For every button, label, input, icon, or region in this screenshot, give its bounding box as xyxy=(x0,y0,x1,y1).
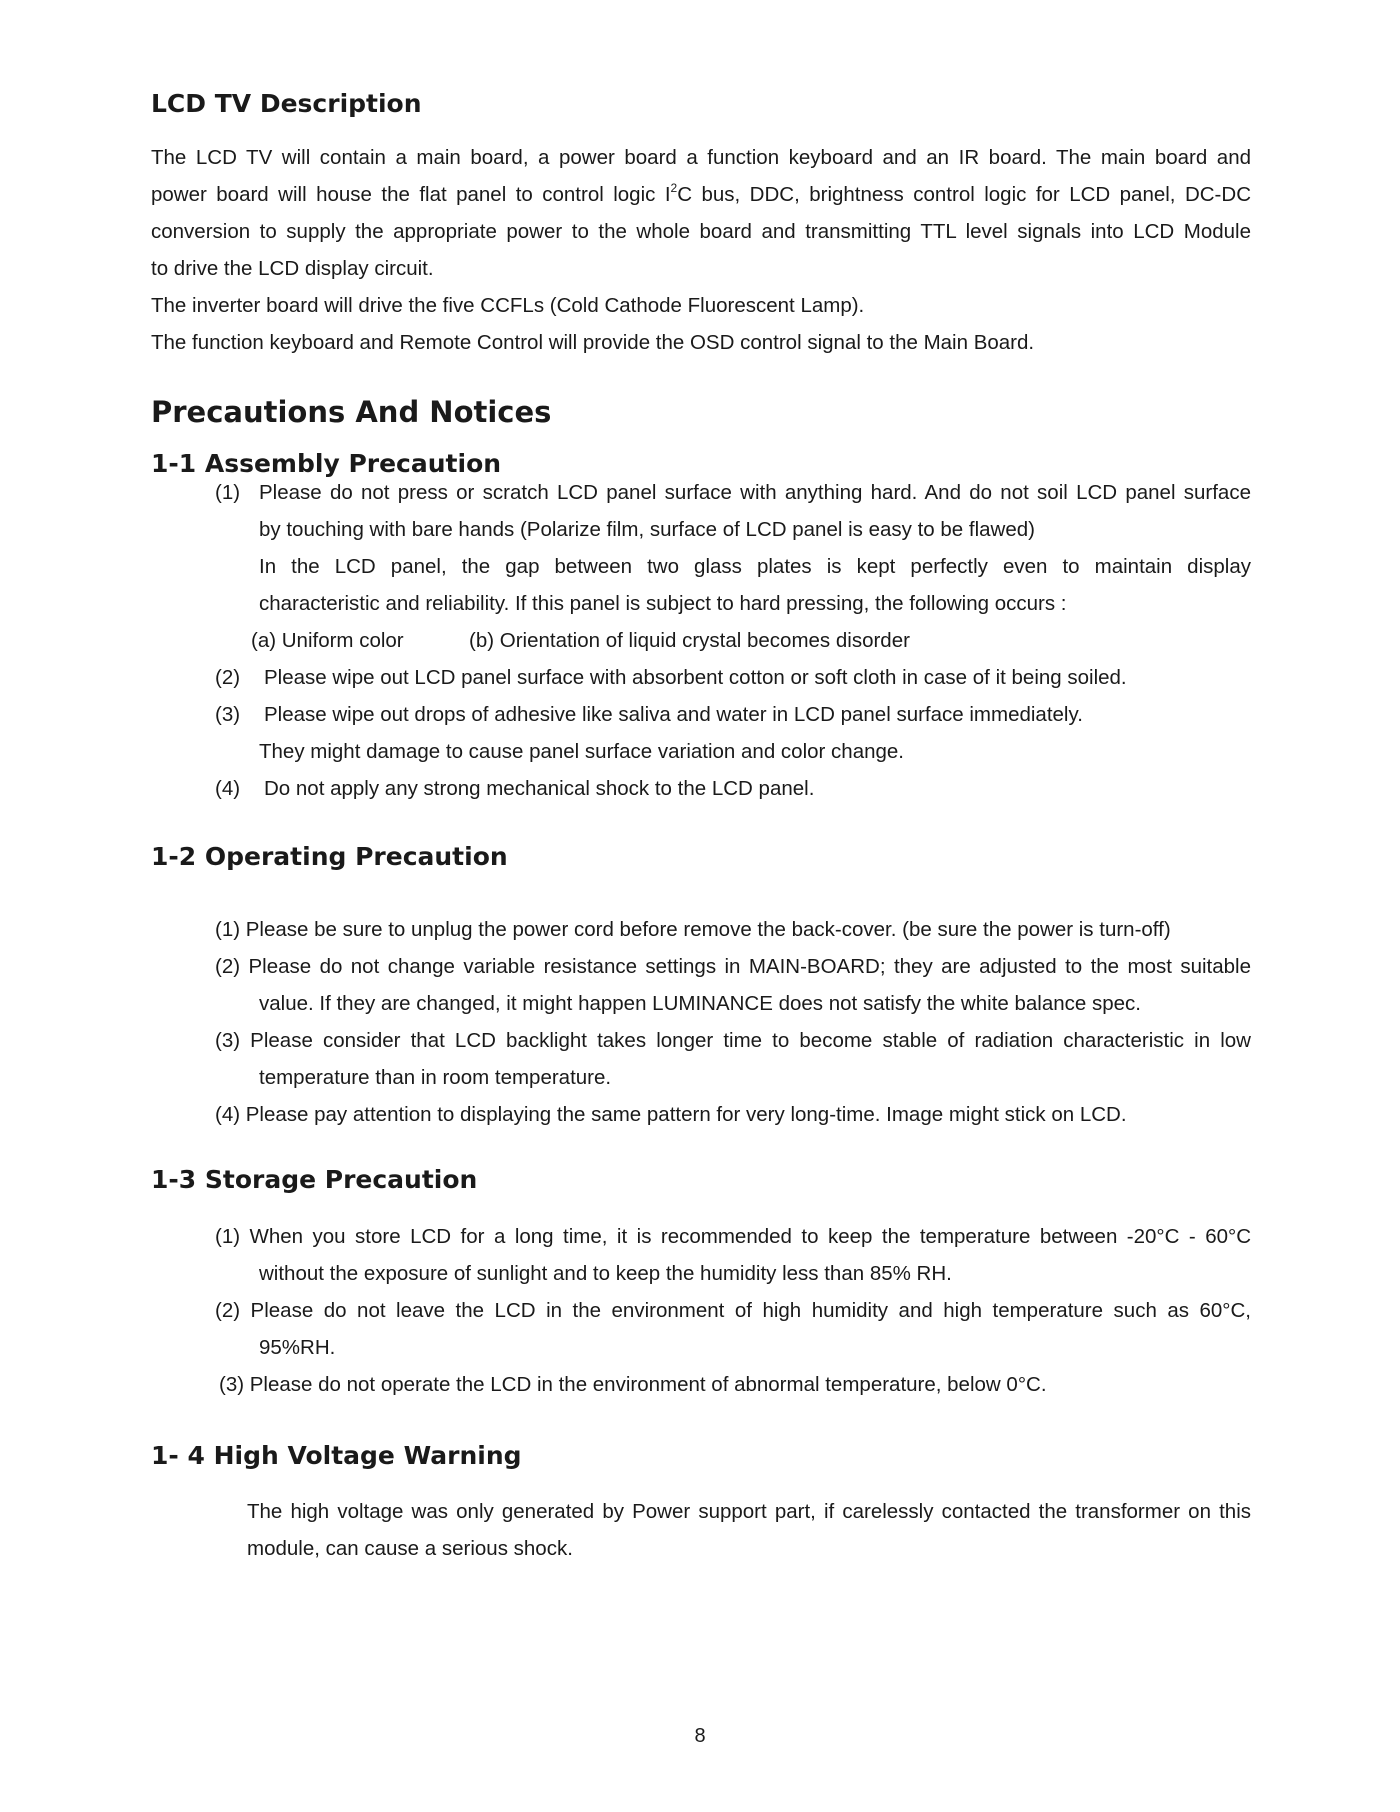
description-line-i2c-before: power board will house the flat panel to control logic I xyxy=(151,183,671,206)
item-number: (4) xyxy=(215,777,241,800)
page-number: 8 xyxy=(694,1725,706,1747)
high-voltage-heading-block xyxy=(151,1441,1251,1471)
item-number: (3) xyxy=(215,703,241,726)
list-item: (3) Please consider that LCD backlight takes longer time to become stable of radiation characteristic in low xyxy=(215,1029,1251,1052)
operating-list xyxy=(151,911,1251,1133)
item-continuation: They might damage to cause panel surface variation and color change. xyxy=(259,740,904,763)
description-line: conversion to supply the appropriate power to the whole board and transmitting TTL level signals into LCD Module xyxy=(151,220,1251,243)
item-text: Please wipe out LCD panel surface with absorbent cotton or soft cloth in case of it being soiled. xyxy=(264,666,1127,689)
item-continuation: In the LCD panel, the gap between two glass plates is kept perfectly even to maintain display xyxy=(259,555,1251,578)
list-item: (1) When you store LCD for a long time, it is recommended to keep the temperature between -20°C - 60°C xyxy=(215,1225,1251,1248)
list-item: (4) Please pay attention to displaying the same pattern for very long-time. Image might stick on LCD. xyxy=(215,1103,1127,1126)
sub-item-b: (b) Orientation of liquid crystal becomes disorder xyxy=(469,629,910,652)
item-continuation: value. If they are changed, it might happen LUMINANCE does not satisfy the white balance spec. xyxy=(259,992,1141,1015)
item-number: (1) xyxy=(215,481,241,504)
operating-heading-block xyxy=(151,842,1251,872)
precautions-heading-block xyxy=(151,394,1251,430)
list-item xyxy=(151,696,1251,733)
storage-heading: 1-3 Storage Precaution xyxy=(151,1165,478,1194)
item-continuation: without the exposure of sunlight and to keep the humidity less than 85% RH. xyxy=(259,1262,952,1285)
storage-list xyxy=(151,1218,1251,1403)
list-item: (3) Please do not operate the LCD in the environment of abnormal temperature, below 0°C. xyxy=(219,1373,1047,1396)
list-item xyxy=(151,474,1251,511)
item-text: Please do not press or scratch LCD panel surface with anything hard. And do not soil LCD panel surface xyxy=(259,481,1251,504)
description-line: The function keyboard and Remote Control will provide the OSD control signal to the Main Board. xyxy=(151,331,1035,354)
description-line: The LCD TV will contain a main board, a power board a function keyboard and an IR board. The main board and xyxy=(151,146,1251,169)
item-continuation: 95%RH. xyxy=(259,1336,336,1359)
list-item: (2) Please do not change variable resistance settings in MAIN-BOARD; they are adjusted to the most suitable xyxy=(215,955,1251,978)
item-number: (2) xyxy=(215,666,241,689)
description-line-i2c xyxy=(151,176,1251,213)
storage-heading-block xyxy=(151,1165,1251,1195)
high-voltage-line: The high voltage was only generated by Power support part, if carelessly contacted the transformer on this xyxy=(247,1500,1251,1523)
sub-item-a: (a) Uniform color xyxy=(251,629,404,652)
list-item xyxy=(151,770,1251,807)
high-voltage-body xyxy=(151,1493,1251,1567)
assembly-heading: 1-1 Assembly Precaution xyxy=(151,449,502,478)
description-line-i2c-after: C bus, DDC, brightness control logic for LCD panel, DC-DC xyxy=(677,183,1251,206)
assembly-list xyxy=(151,474,1251,807)
superscript-2: 2 xyxy=(670,181,678,195)
high-voltage-heading: 1- 4 High Voltage Warning xyxy=(151,1441,522,1470)
precautions-heading: Precautions And Notices xyxy=(151,395,552,429)
list-item xyxy=(151,659,1251,696)
description-heading: LCD TV Description xyxy=(151,89,422,118)
high-voltage-line: module, can cause a serious shock. xyxy=(247,1537,573,1560)
list-item: (1) Please be sure to unplug the power cord before remove the back-cover. (be sure the power is turn-off) xyxy=(215,918,1171,941)
description-line: to drive the LCD display circuit. xyxy=(151,257,434,280)
item-text: Please wipe out drops of adhesive like saliva and water in LCD panel surface immediately. xyxy=(264,703,1083,726)
description-section xyxy=(151,89,1251,119)
description-body xyxy=(151,139,1251,361)
item-text: Do not apply any strong mechanical shock to the LCD panel. xyxy=(264,777,815,800)
list-item: (2) Please do not leave the LCD in the environment of high humidity and high temperature such as 60°C, xyxy=(215,1299,1251,1322)
item-continuation: by touching with bare hands (Polarize film, surface of LCD panel is easy to be flawed) xyxy=(259,518,1035,541)
item-continuation: characteristic and reliability. If this panel is subject to hard pressing, the following occurs : xyxy=(259,592,1067,615)
operating-heading: 1-2 Operating Precaution xyxy=(151,842,508,871)
item-continuation: temperature than in room temperature. xyxy=(259,1066,612,1089)
sub-items xyxy=(151,622,1251,659)
description-line: The inverter board will drive the five CCFLs (Cold Cathode Fluorescent Lamp). xyxy=(151,294,865,317)
